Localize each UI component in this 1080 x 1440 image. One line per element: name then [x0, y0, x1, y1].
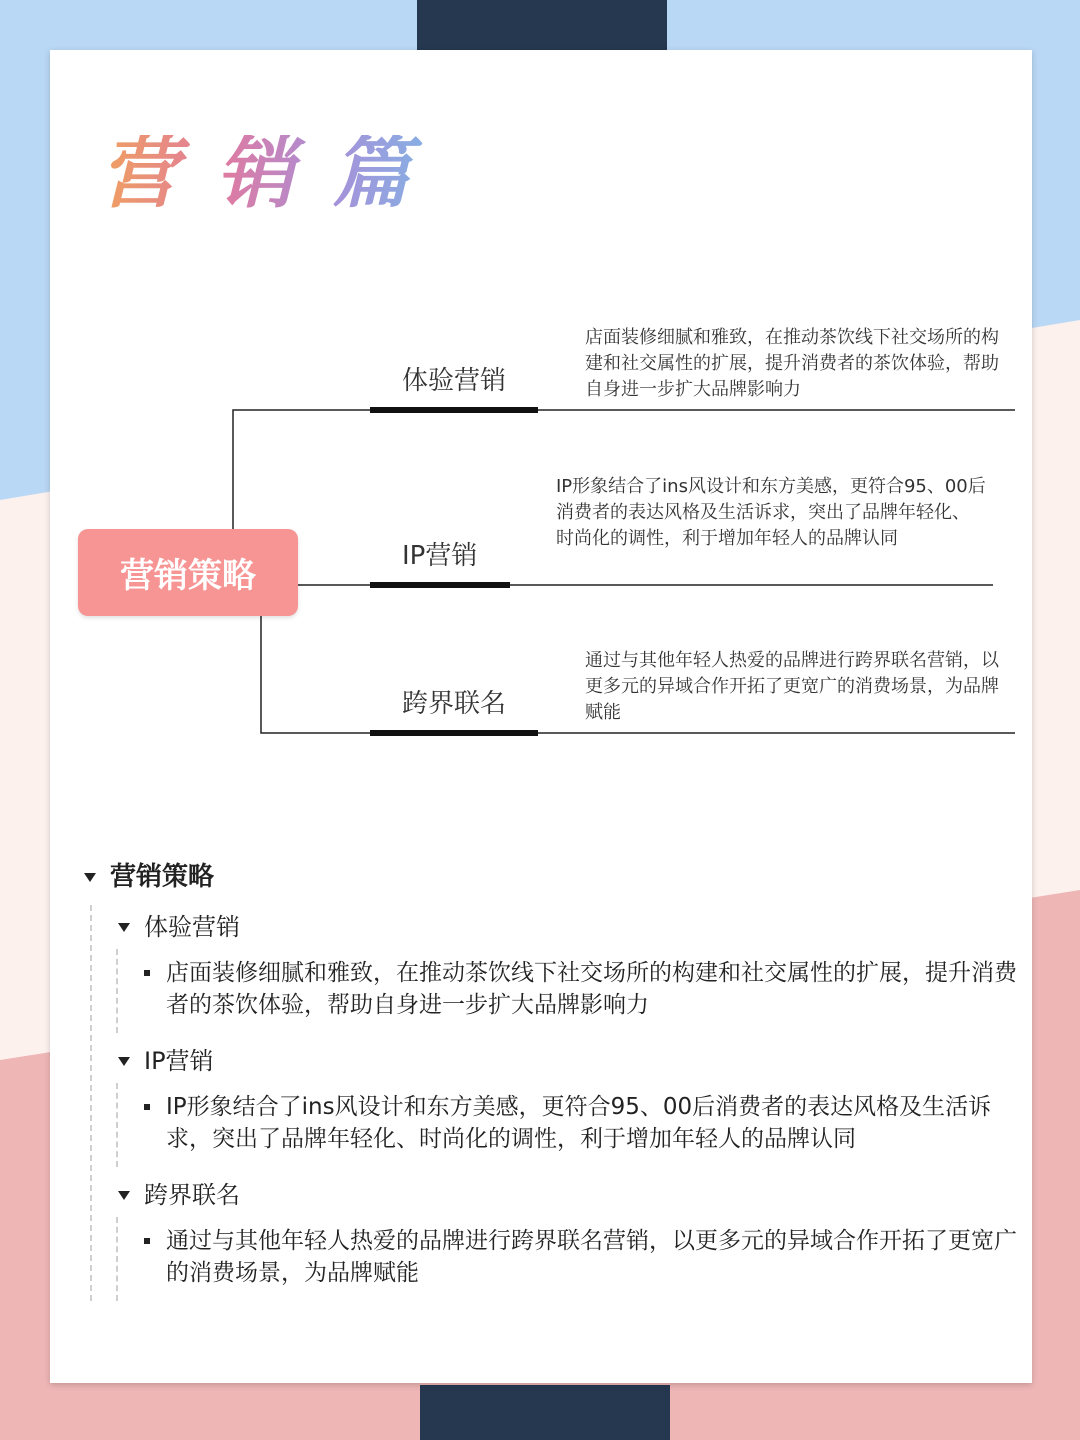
outline-item-3-text: 通过与其他年轻人热爱的品牌进行跨界联名营销，以更多元的异域合作开拓了更宽广的消费场景，为品牌赋能 — [166, 1228, 1017, 1286]
collapse-triangle-icon[interactable] — [118, 1191, 130, 1200]
outline-item-2-label: IP营销 — [144, 1047, 214, 1075]
branch-description-2: IP形象结合了ins风设计和东方美感，更符合95、00后消费者的表达风格及生活诉求，突出了品牌年轻化、时尚化的调性，利于增加年轻人的品牌认同 — [556, 476, 986, 549]
branch-description-1: 店面装修细腻和雅致，在推动茶饮线下社交场所的构建和社交属性的扩展，提升消费者的茶饮体验，帮助自身进一步扩大品牌影响力 — [585, 327, 999, 400]
bullet-icon — [144, 1104, 150, 1110]
outline-item-2[interactable] — [114, 1039, 1020, 1083]
page-title: 营销篇 — [100, 128, 449, 219]
bottom-tab-decoration — [420, 1385, 670, 1440]
outline-item-2-text: IP形象结合了ins风设计和东方美感，更符合95、00后消费者的表达风格及生活诉求，突出了品牌年轻化、时尚化的调性，利于增加年轻人的品牌认同 — [166, 1094, 992, 1152]
outline-item-3[interactable] — [114, 1173, 1020, 1217]
outline-root-label: 营销策略 — [110, 862, 215, 892]
collapse-triangle-icon[interactable] — [84, 873, 96, 882]
branch-label-3: 跨界联名 — [402, 689, 507, 719]
outline-item-2-body — [116, 1083, 1020, 1167]
branch-label-1: 体验营销 — [402, 366, 507, 396]
outline-item-3-body — [116, 1217, 1020, 1301]
outline-item-1-label: 体验营销 — [144, 913, 240, 941]
bullet-icon — [144, 1238, 150, 1244]
bullet-icon — [144, 970, 150, 976]
outline-item-1-body — [116, 949, 1020, 1033]
collapse-triangle-icon[interactable] — [118, 923, 130, 932]
outline-children — [90, 905, 1020, 1301]
outline-item-1[interactable] — [114, 905, 1020, 949]
outline-item-3-label: 跨界联名 — [144, 1181, 240, 1209]
branch-description-3: 通过与其他年轻人热爱的品牌进行跨界联名营销，以更多元的异域合作开拓了更宽广的消费场景，为品牌赋能 — [585, 650, 999, 723]
outline-item-1-text: 店面装修细腻和雅致，在推动茶饮线下社交场所的构建和社交属性的扩展，提升消费者的茶饮体验，帮助自身进一步扩大品牌影响力 — [166, 960, 1017, 1018]
outline-view — [80, 855, 1020, 1301]
branch-label-2: IP营销 — [402, 541, 478, 571]
root-node-label: 营销策略 — [120, 556, 256, 596]
outline-root[interactable] — [80, 855, 1020, 899]
root-node — [78, 529, 298, 616]
collapse-triangle-icon[interactable] — [118, 1057, 130, 1066]
